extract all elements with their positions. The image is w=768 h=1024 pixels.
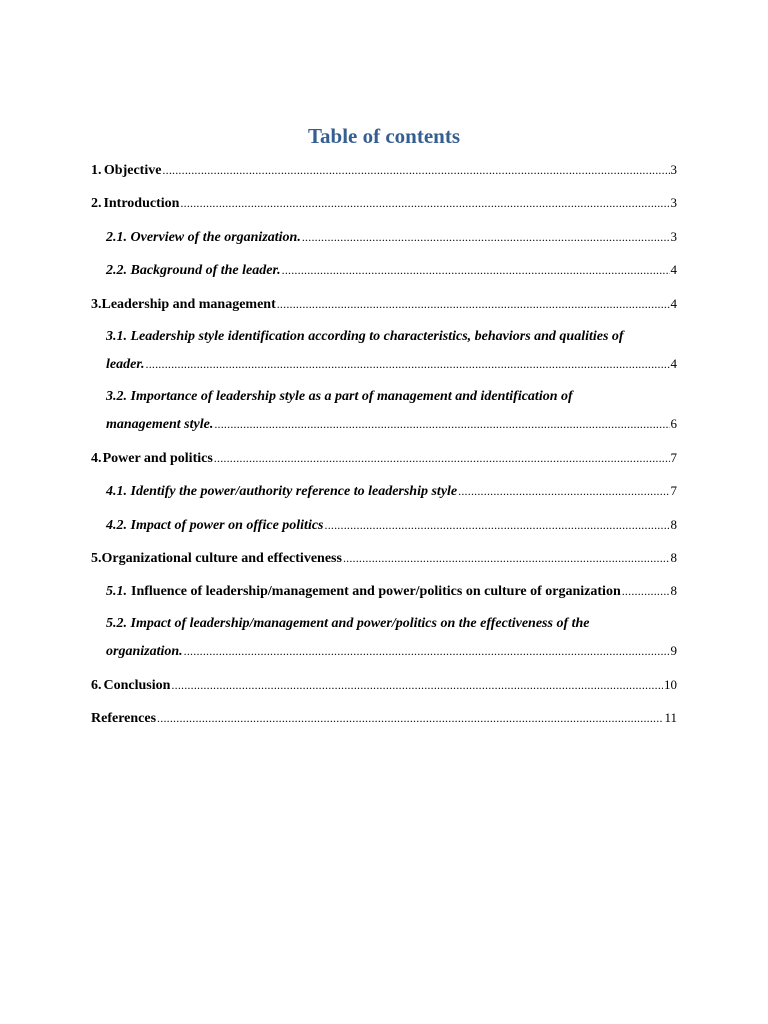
toc-entry-number: 5.	[91, 551, 102, 566]
toc-entry-references[interactable]	[91, 709, 677, 728]
toc-entry-page: 6	[670, 416, 677, 431]
dot-leader	[302, 228, 670, 246]
toc-entry-number: 1.	[91, 163, 102, 178]
toc-entry-label: 2.1. Overview of the organization.	[106, 230, 301, 245]
toc-entry-label: Influence of leadership/management and power/politics on culture of organization	[131, 584, 621, 599]
toc-entry-label: management style.	[106, 417, 214, 432]
toc-entry-page: 11	[664, 710, 677, 725]
toc-entry-page: 7	[670, 483, 677, 498]
toc-entry-page: 3	[670, 162, 677, 177]
toc-entry-org-culture[interactable]	[91, 549, 677, 568]
toc-entry-label: Introduction	[103, 196, 180, 211]
toc-entry-number: 5.1.	[106, 584, 127, 599]
toc-entry-conclusion[interactable]	[91, 676, 677, 695]
toc-entry-label: Objective	[103, 163, 162, 178]
dot-leader	[214, 449, 670, 467]
toc-entry-page: 3	[670, 195, 677, 210]
toc-entry-page: 4	[670, 296, 677, 311]
toc-entry-label: Conclusion	[103, 678, 171, 693]
dot-leader	[277, 295, 670, 313]
toc-entry-impact-effectiveness[interactable]	[106, 642, 677, 661]
toc-entry-number: 6.	[91, 678, 102, 693]
toc-entry-number: 2.	[91, 196, 102, 211]
toc-entry-number: 3.	[91, 297, 102, 312]
toc-entry-label: 2.2. Background of the leader.	[106, 263, 281, 278]
dot-leader	[282, 261, 670, 279]
dot-leader	[171, 676, 663, 694]
toc-entry-label-line1[interactable]: 3.2. Importance of leadership style as a part of management and identification of	[106, 389, 573, 404]
toc-entry-overview[interactable]	[106, 228, 677, 247]
toc-entry-leadership[interactable]	[91, 295, 677, 314]
toc-entry-page: 4	[670, 262, 677, 277]
toc-entry-page: 10	[664, 677, 677, 692]
toc-entry-importance[interactable]	[106, 415, 677, 434]
toc-entry-power-politics[interactable]	[91, 449, 677, 468]
toc-entry-label: 4.2. Impact of power on office politics	[106, 518, 324, 533]
toc-entry-page: 8	[670, 583, 677, 598]
toc-entry-impact-power[interactable]	[106, 516, 677, 535]
toc-entry-label: References	[91, 711, 157, 726]
toc-entry-page: 7	[670, 450, 677, 465]
toc-entry-page: 9	[670, 643, 677, 658]
toc-entry-influence[interactable]	[106, 582, 677, 601]
toc-entry-objective[interactable]	[91, 161, 677, 180]
dot-leader	[622, 582, 670, 600]
dot-leader	[214, 415, 669, 433]
toc-entry-label: 4.1. Identify the power/authority reference to leadership style	[106, 484, 458, 499]
toc-entry-identify-power[interactable]	[106, 482, 677, 501]
toc-entry-page: 3	[670, 229, 677, 244]
toc-entry-label-line1[interactable]: 5.2. Impact of leadership/management and power/politics on the effectiveness of the	[106, 616, 590, 631]
toc-entry-label: leader.	[106, 357, 145, 372]
dot-leader	[157, 709, 663, 727]
toc-entry-label: Power and politics	[102, 451, 213, 466]
toc-entry-leadership-style[interactable]	[106, 355, 677, 374]
toc-entry-label: organization.	[106, 644, 183, 659]
dot-leader	[180, 194, 669, 212]
dot-leader	[162, 161, 669, 179]
toc-entry-introduction[interactable]	[91, 194, 677, 213]
toc-entry-label: Leadership and management	[101, 297, 276, 312]
toc-entry-background[interactable]	[106, 261, 677, 280]
toc-entry-page: 8	[670, 550, 677, 565]
dot-leader	[146, 355, 670, 373]
toc-title: Table of contents	[307, 124, 461, 148]
toc-entry-number: 4.	[91, 451, 102, 466]
dot-leader	[343, 549, 670, 567]
dot-leader	[325, 516, 670, 534]
toc-entry-label-line1[interactable]: 3.1. Leadership style identification according to characteristics, behaviors and qualities of	[106, 329, 624, 344]
toc-entry-page: 8	[670, 517, 677, 532]
dot-leader	[458, 482, 669, 500]
toc-entry-page: 4	[670, 356, 677, 371]
dot-leader	[184, 642, 670, 660]
toc-entry-label: Organizational culture and effectiveness	[101, 551, 342, 566]
